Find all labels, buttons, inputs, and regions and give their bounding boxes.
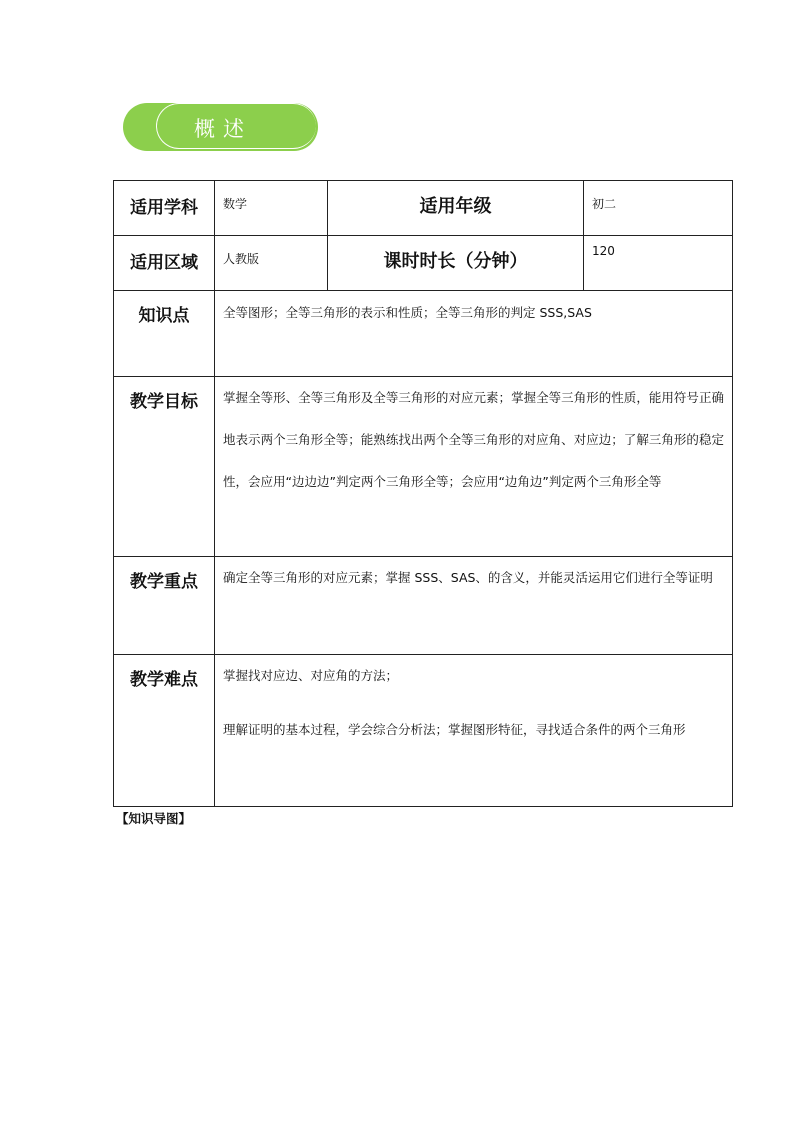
knowledge-map-heading: 【知识导图】 <box>116 811 192 826</box>
objectives-label: 教学目标 <box>114 377 215 557</box>
grade-label: 适用年级 <box>328 181 584 236</box>
table-row <box>114 291 733 377</box>
table-row <box>114 236 733 291</box>
table-row <box>114 557 733 655</box>
duration-value: 120 <box>584 236 733 291</box>
difficulties-line-1: 掌握找对应边、对应角的方法； <box>223 668 399 683</box>
knowledge-text: 全等图形；全等三角形的表示和性质；全等三角形的判定 SSS,SAS <box>215 291 733 377</box>
table-row <box>114 377 733 557</box>
key-points-text: 确定全等三角形的对应元素；掌握 SSS、SAS、的含义，并能灵活运用它们进行全等证明 <box>215 557 733 655</box>
key-points-label: 教学重点 <box>114 557 215 655</box>
subject-value: 数学 <box>215 181 328 236</box>
grade-value: 初二 <box>584 181 733 236</box>
duration-label: 课时时长（分钟） <box>328 236 584 291</box>
knowledge-label: 知识点 <box>114 291 215 377</box>
region-label: 适用区域 <box>114 236 215 291</box>
section-title: 概述 <box>194 117 252 141</box>
region-value: 人教版 <box>215 236 328 291</box>
difficulties-label: 教学难点 <box>114 655 215 807</box>
difficulties-cell <box>215 655 733 807</box>
difficulties-line-2: 理解证明的基本过程，学会综合分析法；掌握图形特征，寻找适合条件的两个三角形 <box>223 722 686 737</box>
objectives-text: 掌握全等形、全等三角形及全等三角形的对应元素；掌握全等三角形的性质，能用符号正确地表示两个三角形全等；能熟练找出两个全等三角形的对应角、对应边；了解三角形的稳定性，会应用“边边边”判定两个三角形全等；会应用“边角边”判定两个三角形全等 <box>215 377 733 557</box>
table-row <box>114 181 733 236</box>
line-spacer <box>223 697 724 709</box>
subject-label: 适用学科 <box>114 181 215 236</box>
table-row <box>114 655 733 807</box>
lesson-info-table <box>113 180 733 807</box>
